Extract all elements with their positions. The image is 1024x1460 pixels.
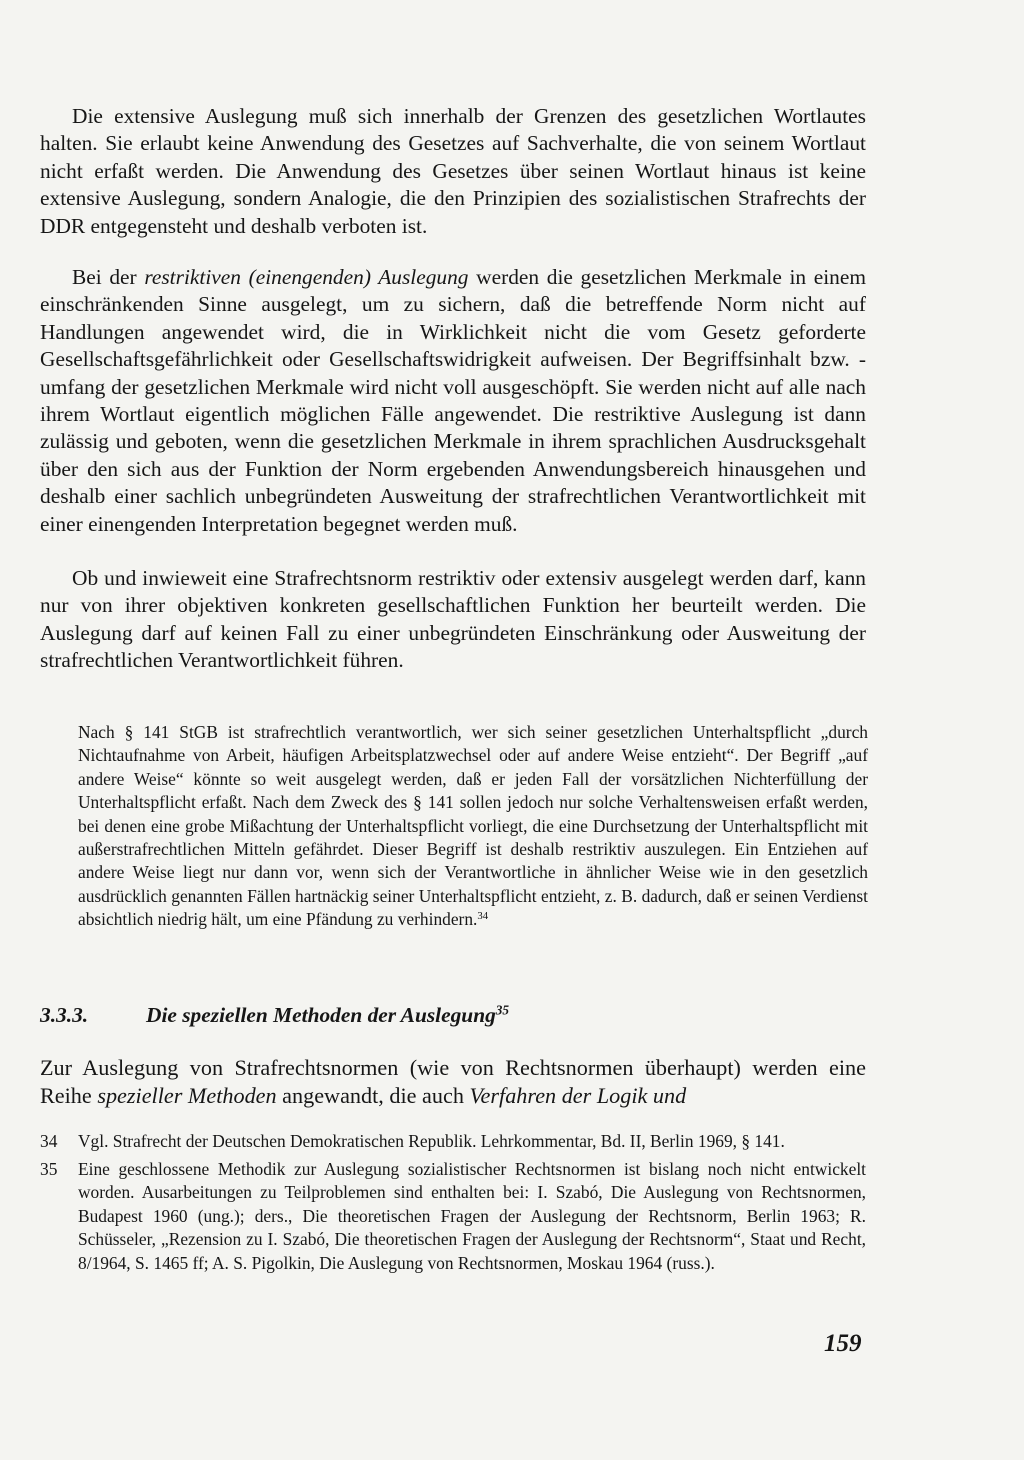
emphasized-term: restriktiven (einengenden) Auslegung bbox=[144, 265, 469, 289]
example-text: Nach § 141 StGB ist strafrechtlich verantwortlich, wer sich seiner gesetzlichen Unterhaltspflicht „durch Nichtaufnahme von Arbeit, häufigen Arbeitsplatzwechsel oder auf andere Weise entzieht“. Der Begriff „auf andere Weise“ könnte so weit ausgelegt werden, daß er jeden Fall der vorsätzlichen Nichterfüllung der Unterhaltspflicht erfaßt. Nach dem Zweck des § 141 sollen jedoch nur solche Verhaltensweisen erfaßt werden, bei denen eine grobe Mißachtung der Unterhaltspflicht vorliegt, die eine Durchsetzung der Unterhaltspflicht mit außerstrafrechtlichen Mitteln gefährdet. Dieser Begriff ist deshalb restriktiv auszulegen. Ein Entziehen auf andere Weise liegt nur dann vor, wenn sich der Verantwortliche in ähnlicher Weise wie in den gesetzlich ausdrücklich genannten Fällen hartnäckig seiner Unterhaltspflicht entzieht, z. B. dadurch, daß er seinen Verdienst absichtlich niedrig hält, um eine Pfändung zu verhindern. bbox=[78, 722, 868, 930]
book-page bbox=[40, 0, 868, 1460]
paragraph-text: angewandt, die auch bbox=[276, 1083, 470, 1108]
footnote-text: Vgl. Strafrecht der Deutschen Demokratischen Republik. Lehrkommentar, Bd. II, Berlin 1969, § 141. bbox=[78, 1131, 785, 1151]
footnote bbox=[40, 1158, 866, 1276]
footnote-number: 34 bbox=[40, 1131, 58, 1151]
emphasized-term: Verfahren der Logik und bbox=[469, 1083, 687, 1108]
section-title: Die speziellen Methoden der Auslegung bbox=[146, 1003, 496, 1027]
section-heading bbox=[40, 1000, 866, 1030]
footnotes bbox=[40, 1130, 866, 1280]
paragraph-text: Die extensive Auslegung muß sich innerhalb der Grenzen des gesetzlichen Wortlautes halten. Sie erlaubt keine Anwendung des Gesetzes auf Sachverhalte, die von seinem Wortlaut nicht erfaßt werden. Die Anwendung des Gesetzes über seinen Wortlaut hinaus ist keine extensive Auslegung, sondern Analogie, die den Prinzipien des sozialistischen Strafrechts der DDR entgegensteht und deshalb verboten ist. bbox=[40, 104, 866, 238]
footnote-reference: 35 bbox=[495, 1002, 510, 1018]
paragraph-assessment bbox=[40, 565, 866, 675]
paragraph-extensive-interpretation bbox=[40, 103, 866, 240]
paragraph-special-methods bbox=[40, 1054, 866, 1110]
page-number: 159 bbox=[824, 1330, 862, 1357]
section-number: 3.3.3. bbox=[40, 1003, 89, 1027]
footnote bbox=[40, 1130, 866, 1154]
footnote-reference: 34 bbox=[477, 910, 489, 923]
paragraph-lead: Bei der bbox=[72, 265, 145, 289]
example-block bbox=[78, 721, 868, 932]
footnote-text: Eine geschlossene Methodik zur Auslegung sozialistischer Rechtsnormen ist bislang noch nicht entwickelt worden. Ausarbeitungen zu Teilproblemen sind enthalten bei: I. Szabó, Die Auslegung von Rechtsnormen, Budapest 1960 (ung.); ders., Die theoretischen Fragen der Auslegung der Rechtsnorm, Berlin 1963; R. Schüsseler, „Rezension zu I. Szabó, Die theoretischen Fragen der Auslegung der Rechtsnorm“, Staat und Recht, 8/1964, S. 1465 ff; A. S. Pigolkin, Die Auslegung von Rechtsnormen, Moskau 1964 (russ.). bbox=[78, 1158, 866, 1273]
paragraph-text: werden die gesetzlichen Merkmale in einem einschränkenden Sinne ausgelegt, um zu sichern, daß die betreffende Norm nicht auf Handlungen angewendet wird, die in Wirklichkeit nicht die vom Gesetz geforderte Gesellschaftsgefährlichkeit oder Gesellschaftswidrigkeit aufweisen. Der Begriffsinhalt bzw. -umfang der gesetzlichen Merkmale wird nicht voll ausgeschöpft. Sie werden nicht auf alle nach ihrem Wortlaut eigentlich möglichen Fälle angewendet. Die restriktive Auslegung ist dann zulässig und geboten, wenn die gesetzlichen Merkmale in ihrem sprachlichen Ausdrucksgehalt über den sich aus der Funktion der Norm ergebenden Anwendungsbereich hinausgehen und deshalb einer sachlich unbegründeten Ausweitung der strafrechtlichen Verantwortlichkeit mit einer einengenden Interpretation begegnet werden muß. bbox=[40, 265, 867, 536]
paragraph-text: Ob und inwieweit eine Strafrechtsnorm restriktiv oder extensiv ausgelegt werden darf, kann nur von ihrer objektiven konkreten gesellschaftlichen Funktion her beurteilt werden. Die Auslegung darf auf keinen Fall zu einer unbegründeten Einschränkung oder Ausweitung der strafrechtlichen Verantwortlichkeit führen. bbox=[40, 566, 866, 673]
paragraph-restrictive-interpretation bbox=[40, 264, 866, 538]
footnote-number: 35 bbox=[40, 1158, 58, 1179]
emphasized-term: spezieller Methoden bbox=[97, 1083, 277, 1108]
paragraph-lead: Zur Auslegung von Strafrechtsnormen (wie von Rechtsnormen überhaupt) werden eine Reihe bbox=[40, 1055, 866, 1108]
